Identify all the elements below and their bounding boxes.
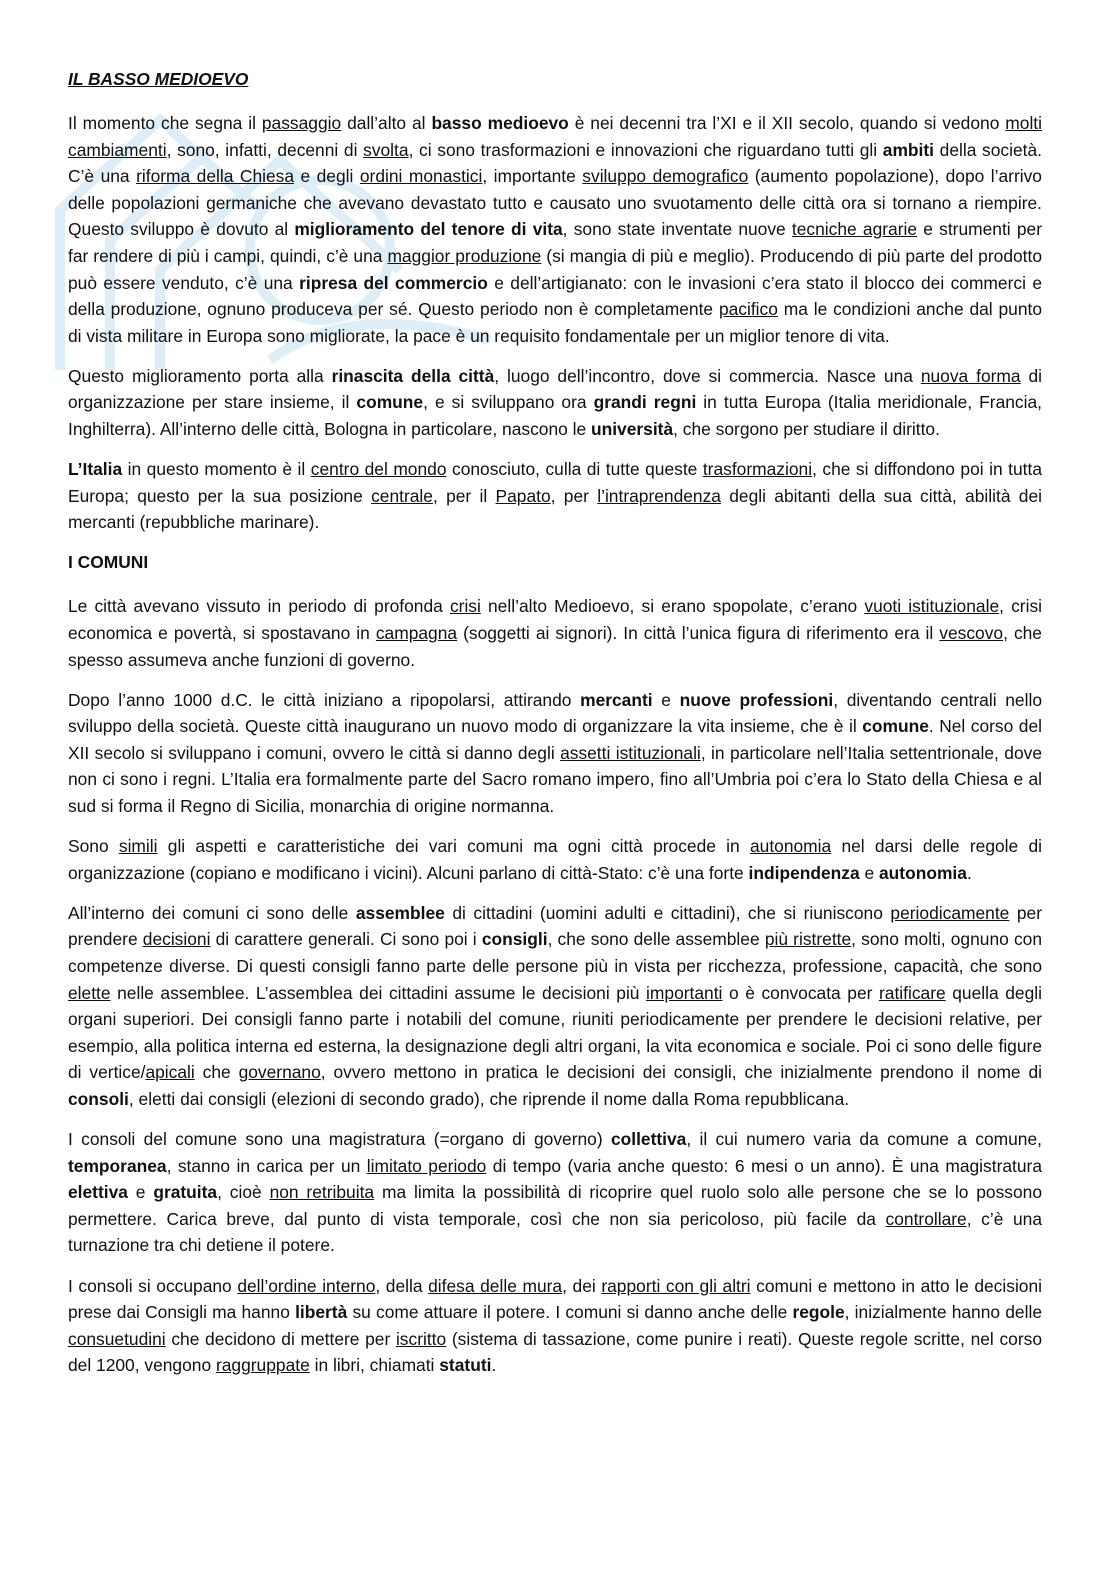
text-run: All’interno dei comuni ci sono delle: [68, 902, 356, 923]
underlined-term: nuova forma: [920, 365, 1021, 386]
text-run: Dopo l’anno 1000 d.C. le città iniziano a ripopolarsi, attirando: [68, 689, 581, 710]
text-run: , sono state inventate nuove: [562, 219, 792, 240]
text-run: , sono molti, ognuno con competenze diverse. Di questi consigli fanno parte delle persone più in vista per ricchezza, professione, capacità, che sono: [68, 929, 1042, 977]
text-run: e strumenti per far rendere di più i campi, quindi, c’è una: [68, 219, 1042, 266]
underlined-term: iscritto: [395, 1328, 447, 1349]
bold-term: consoli: [68, 1089, 129, 1109]
paragraph-assemblee: [68, 900, 1042, 1113]
text-run: di cittadini (uomini adulti e cittadini), che si riuniscono: [444, 902, 891, 923]
bold-term: L’Italia: [68, 459, 123, 480]
text-run: che decidono di mettere per: [165, 1328, 396, 1349]
text-run: e: [859, 862, 880, 883]
text-run: , eletti dai consigli (elezioni di secondo grado), che riprende il nome dalla Roma repubblicana.: [128, 1089, 850, 1109]
text-run: , che sono delle assemblee: [547, 929, 765, 950]
paragraph-autonomia: [68, 833, 1042, 886]
underlined-term: sviluppo demografico: [582, 166, 749, 187]
text-run: e dell’artigianato: con le invasioni c’era stato il blocco dei commerci e della produzione, ognuno produceva per sé. Questo periodo non è completamente: [68, 272, 1042, 320]
paragraph-italia: [68, 456, 1042, 536]
text-run: , e si sviluppano ora: [423, 392, 594, 413]
text-run: gli aspetti e caratteristiche dei vari comuni ma ogni città procede in: [157, 836, 750, 857]
text-run: che: [194, 1062, 239, 1083]
text-run: nel darsi delle regole di organizzazione (copiano e modificano i vicini). Alcuni parlano di città-Stato: c’è una forte: [68, 836, 1042, 883]
text-run: e: [652, 689, 680, 710]
text-run: , per: [550, 485, 598, 506]
text-run: dall’alto al: [341, 113, 432, 133]
underlined-term: elette: [68, 982, 111, 1003]
paragraph-crisi: [68, 593, 1042, 673]
text-run: degli abitanti della sua città, abilità dei mercanti (repubbliche marinare).: [68, 485, 1042, 533]
text-run: , ci sono trasformazioni e innovazioni che riguardano tutti gli: [408, 139, 883, 160]
text-run: è nei decenni tra l’XI e il XII secolo, quando si vedono: [568, 113, 1006, 133]
underlined-term: simili: [118, 836, 158, 857]
bold-term: collettiva: [610, 1129, 687, 1150]
underlined-term: crisi: [449, 596, 481, 617]
text-run: , diventando centrali nello sviluppo della società. Queste città inaugurano un nuovo modo di organizzare la vita insieme, che è il: [68, 689, 1042, 737]
text-run: quella degli organi superiori. Dei consigli fanno parte i notabili del comune, riuniti periodicamente per prendere le decisioni relative, per esempio, alla politica interna ed esterna, la designazione degli altri organi, la vita economica e sociale. Poi ci sono delle figure di vertice/: [68, 982, 1042, 1083]
underlined-term: vescovo: [939, 623, 1004, 643]
underlined-term: vuoti istituzionale: [864, 596, 1000, 617]
underlined-term: Papato: [495, 485, 551, 506]
bold-term: gratuita: [153, 1182, 218, 1203]
bold-term: regole: [792, 1302, 845, 1323]
text-run: , che spesso assumeva anche funzioni di governo.: [68, 623, 1042, 670]
underlined-term: governano: [238, 1062, 321, 1083]
text-run: in tutta Europa (Italia meridionale, Francia, Inghilterra). All’interno delle città, Bologna in particolare, nascono le: [68, 392, 1042, 440]
bold-term: università: [590, 419, 674, 440]
underlined-term: centro del mondo: [310, 459, 447, 480]
text-run: (sistema di tassazione, come punire i reati). Queste regole scritte, nel corso del 1200, vengono: [68, 1328, 1042, 1376]
paragraph-passaggio: [68, 110, 1042, 349]
text-run: di tempo (varia anche questo: 6 mesi o un anno). È una magistratura: [486, 1155, 1042, 1176]
underlined-term: più ristrette: [764, 929, 852, 950]
underlined-term: apicali: [145, 1062, 195, 1083]
text-run: , importante: [482, 166, 583, 187]
text-run: , in particolare nell’Italia settentrionale, dove non ci sono i regni. L’Italia era formalmente parte del Sacro romano impero, fino all’Umbria poi c’era lo Stato della Chiesa e al sud si forma il Regno di Sicilia, monarchia di origine normanna.: [68, 742, 1042, 817]
text-run: , ovvero mettono in pratica le decisioni dei consigli, che inizialmente prendono il nome di: [320, 1062, 1043, 1083]
text-run: , il cui numero varia da comune a comune,: [686, 1129, 1042, 1150]
underlined-term: autonomia: [749, 836, 832, 857]
bold-term: basso medioevo: [431, 113, 569, 133]
bold-term: temporanea: [68, 1155, 167, 1176]
bold-term: nuove professioni: [679, 689, 834, 710]
text-run: in questo momento è il: [122, 459, 311, 480]
text-run: e degli: [294, 166, 360, 187]
text-run: in libri, chiamati: [309, 1355, 440, 1376]
text-run: , della: [375, 1275, 429, 1296]
underlined-term: dell’ordine interno: [237, 1275, 376, 1296]
text-run: o è convocata per: [722, 982, 879, 1003]
bold-term: rinascita della città: [331, 365, 495, 386]
text-run: , stanno in carica per un: [166, 1155, 367, 1176]
text-run: per prendere: [68, 902, 1043, 950]
text-run: della società. C’è una: [68, 139, 1042, 187]
text-run: , per il: [432, 485, 496, 506]
text-run: (soggetti ai signori). In città l’unica figura di riferimento era il: [457, 623, 940, 643]
underlined-term: non retribuita: [269, 1182, 375, 1203]
bold-term: ripresa del commercio: [299, 272, 488, 293]
text-run: , cioè: [217, 1182, 270, 1203]
text-run: Questo miglioramento porta alla: [68, 365, 332, 386]
text-run: di organizzazione per stare insieme, il: [68, 365, 1043, 413]
text-run: nell’alto Medioevo, si erano spopolate, c’erano: [480, 596, 865, 617]
underlined-term: ordini monastici: [359, 166, 483, 187]
bold-term: indipendenza: [748, 862, 860, 883]
underlined-term: riforma della Chiesa: [136, 166, 295, 187]
underlined-term: controllare: [885, 1208, 967, 1229]
document-page: [68, 66, 1042, 1392]
bold-term: statuti: [439, 1355, 492, 1376]
bold-term: autonomia: [879, 862, 967, 883]
text-run: .: [491, 1355, 497, 1376]
underlined-term: raggruppate: [215, 1355, 310, 1376]
underlined-term: l’intraprendenza: [597, 485, 721, 506]
paragraph-consoli: [68, 1126, 1042, 1259]
underlined-term: decisioni: [142, 929, 211, 950]
text-run: di carattere generali. Ci sono poi i: [210, 929, 482, 950]
text-run: nelle assemblee. L’assemblea dei cittadini assume le decisioni più: [110, 982, 647, 1003]
section-title-comuni: I COMUNI: [68, 552, 149, 573]
text-run: .: [966, 862, 972, 883]
text-run: ma le condizioni anche dal punto di vista militare in Europa sono migliorate, la pace è un requisito fondamentale per un miglior tenore di vita.: [68, 299, 1042, 346]
text-run: , c’è una turnazione tra chi detiene il potere.: [68, 1208, 1042, 1256]
underlined-term: centrale: [371, 485, 433, 506]
bold-term: assemblee: [355, 902, 445, 923]
text-run: , crisi economica e povertà, si spostavano in: [68, 596, 1043, 643]
text-run: , dei: [562, 1275, 602, 1296]
text-run: comuni e mettono in atto le decisioni prese dai Consigli ma hanno: [68, 1275, 1043, 1323]
underlined-term: limitato periodo: [366, 1155, 487, 1176]
underlined-term: difesa delle mura: [428, 1275, 563, 1296]
text-run: su come attuare il potere. I comuni si danno anche delle: [347, 1302, 793, 1323]
text-run: . Nel corso del XII secolo si sviluppano i comuni, ovvero le città si danno degli: [68, 716, 1042, 763]
underlined-term: consuetudini: [68, 1328, 166, 1349]
text-run: Le città avevano vissuto in periodo di profonda: [68, 596, 450, 617]
text-run: , che sorgono per studiare il diritto.: [673, 419, 940, 440]
underlined-term: tecniche agrarie: [791, 219, 918, 240]
text-run: ma limita la possibilità di ricoprire quel ruolo solo alle persone che se lo possono permettere. Carica breve, dal punto di vista temporale, così che non sia pericoloso, più facile da: [68, 1182, 1042, 1229]
page-title: IL BASSO MEDIOEVO: [68, 69, 249, 89]
bold-term: comune: [356, 392, 424, 413]
text-run: (si mangia di più e meglio). Producendo di più parte del prodotto può essere venduto, c’è una: [68, 245, 1042, 293]
underlined-term: svolta: [363, 139, 409, 160]
bold-term: consigli: [481, 929, 548, 950]
underlined-term: trasformazioni: [702, 459, 813, 480]
paragraph-rinascita: [68, 363, 1042, 443]
text-run: conosciuto, culla di tutte queste: [446, 459, 703, 480]
bold-term: comune: [862, 716, 929, 737]
text-run: , luogo dell’incontro, dove si commercia. Nasce una: [494, 365, 921, 386]
underlined-term: maggior produzione: [387, 245, 542, 266]
text-run: (aumento popolazione), dopo l’arrivo delle popolazioni germaniche che avevano devastato tutto e causato uno svuotamento delle città ora si tornano a riempire. Questo sviluppo è dovuto al: [68, 166, 1042, 240]
bold-term: libertà: [295, 1302, 348, 1323]
text-run: Il momento che segna il: [68, 113, 262, 133]
underlined-term: assetti istituzionali: [560, 742, 701, 763]
text-run: Sono: [68, 836, 119, 857]
underlined-term: campagna: [375, 623, 458, 643]
bold-term: mercanti: [580, 689, 653, 710]
text-run: I consoli si occupano: [68, 1275, 238, 1296]
underlined-term: pacifico: [718, 299, 778, 320]
text-run: e: [127, 1182, 154, 1203]
underlined-term: importanti: [646, 982, 723, 1003]
bold-term: ambiti: [882, 139, 934, 160]
text-run: , inizialmente hanno delle: [844, 1302, 1042, 1323]
text-run: , sono, infatti, decenni di: [166, 139, 364, 160]
bold-term: grandi regni: [593, 392, 697, 413]
bold-term: elettiva: [68, 1182, 128, 1203]
paragraph-ripopolamento: [68, 687, 1042, 820]
underlined-term: periodicamente: [890, 902, 1010, 923]
underlined-term: passaggio: [261, 113, 342, 133]
underlined-term: molti cambiamenti: [68, 113, 1042, 160]
underlined-term: rapporti con gli altri: [601, 1275, 751, 1296]
text-run: , che si diffondono poi in tutta Europa; questo per la sua posizione: [68, 459, 1042, 506]
underlined-term: ratificare: [879, 982, 946, 1003]
bold-term: miglioramento del tenore di vita: [294, 219, 563, 240]
text-run: I consoli del comune sono una magistratura (=organo di governo): [68, 1129, 611, 1150]
paragraph-statuti: [68, 1273, 1042, 1379]
